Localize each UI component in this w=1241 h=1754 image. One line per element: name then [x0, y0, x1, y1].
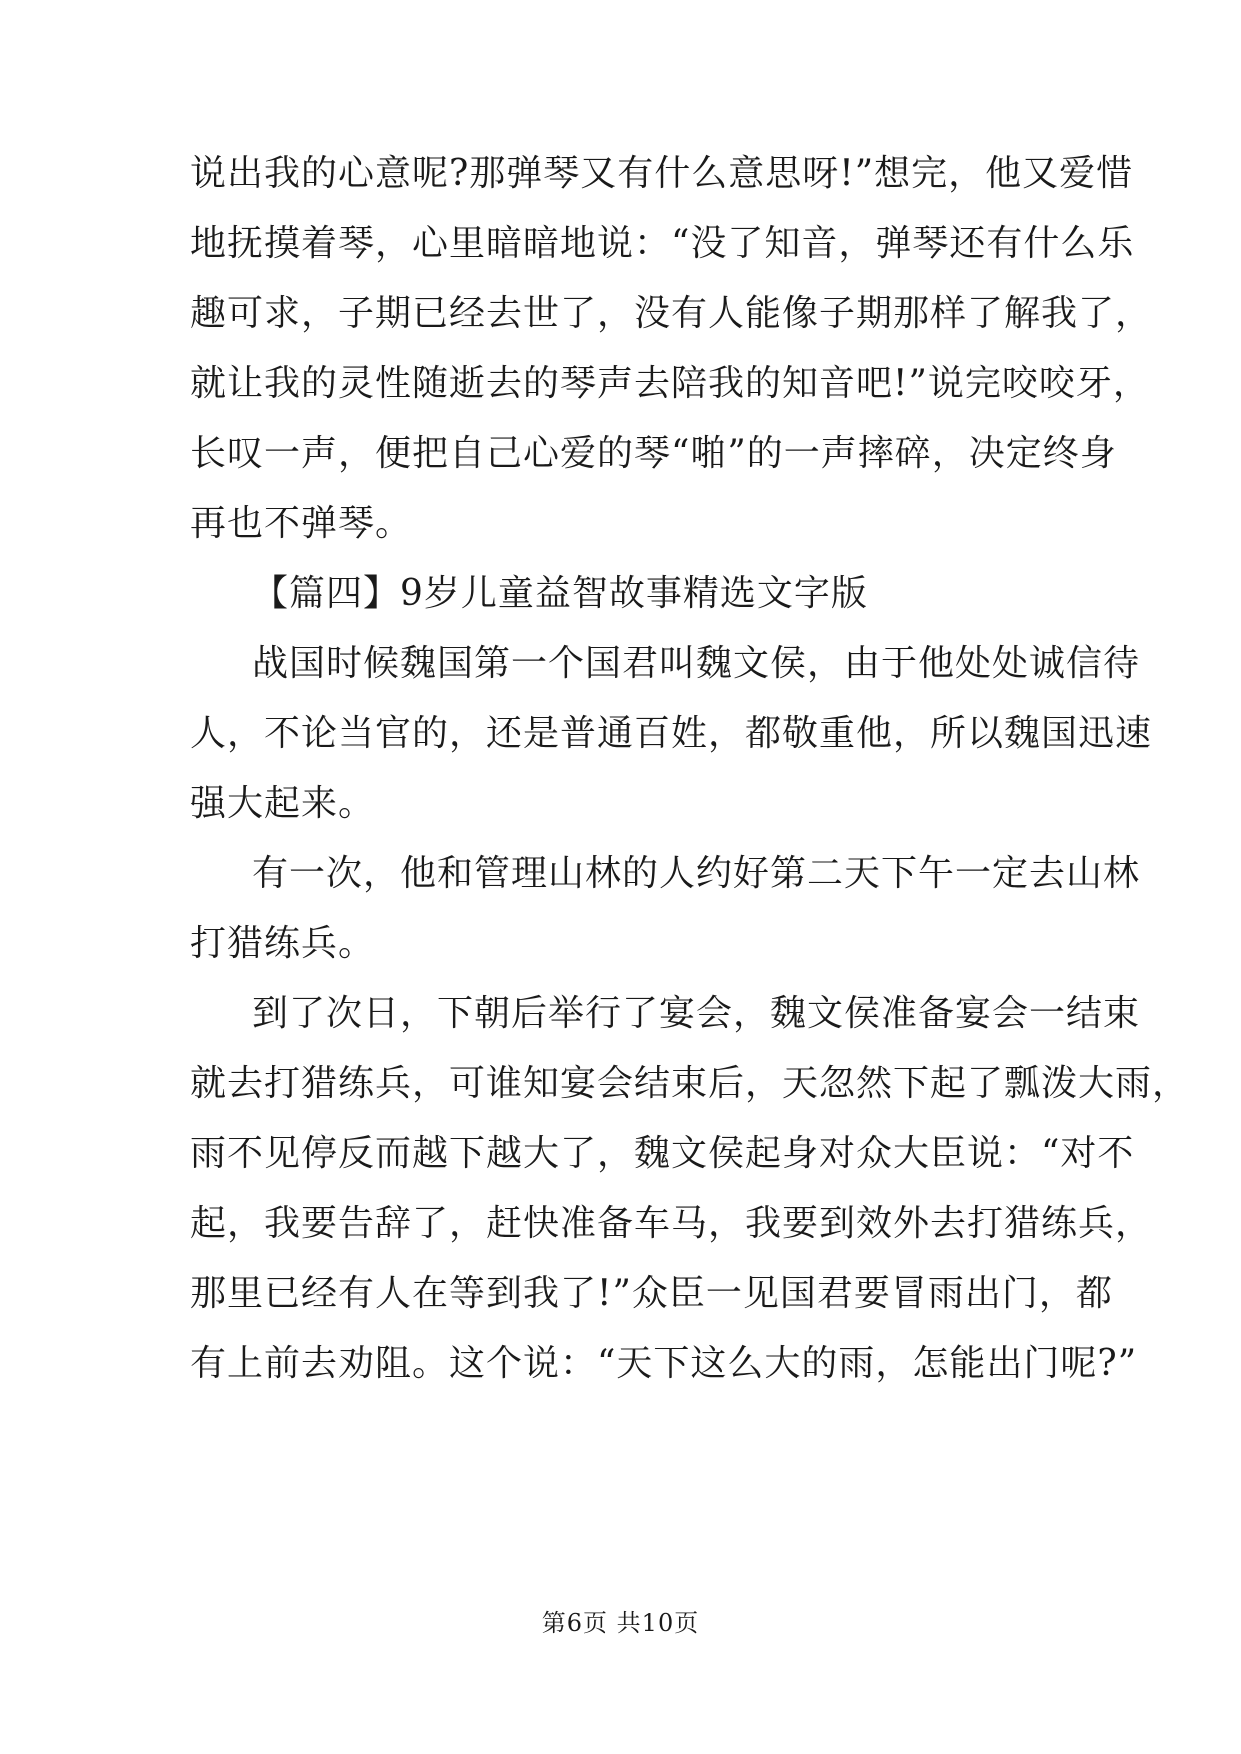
text-line: 地抚摸着琴，心里暗暗地说：“没了知音，弹琴还有什么乐	[190, 223, 1135, 264]
text-line: 战国时候魏国第一个国君叫魏文侯，由于他处处诚信待	[252, 643, 1141, 684]
text-line: 打猎练兵。	[190, 923, 376, 964]
text-line: 再也不弹琴。	[190, 503, 413, 544]
text-line: 趣可求，子期已经去世了，没有人能像子期那样了解我了，	[190, 293, 1153, 334]
text-line: 长叹一声，便把自己心爱的琴“啪”的一声摔碎，决定终身	[190, 433, 1117, 474]
text-line: 到了次日，下朝后举行了宴会，魏文侯准备宴会一结束	[252, 993, 1141, 1034]
text-line: 就去打猎练兵，可谁知宴会结束后，天忽然下起了瓢泼大雨，	[190, 1063, 1190, 1104]
section-heading: 【篇四】9岁儿童益智故事精选文字版	[252, 573, 868, 614]
text-line: 就让我的灵性随逝去的琴声去陪我的知音吧!”说完咬咬牙，	[190, 363, 1150, 404]
page-number: 第6页 共10页	[541, 1609, 700, 1637]
text-line: 那里已经有人在等到我了!”众臣一见国君要冒雨出门，都	[190, 1273, 1113, 1314]
text-line: 人，不论当官的，还是普通百姓，都敬重他，所以魏国迅速	[190, 713, 1153, 754]
text-line: 起，我要告辞了，赶快准备车马，我要到效外去打猎练兵，	[190, 1203, 1153, 1244]
text-line: 强大起来。	[190, 783, 376, 824]
text-line: 说出我的心意呢?那弹琴又有什么意思呀!”想完，他又爱惜	[190, 153, 1134, 194]
text-line: 有上前去劝阻。这个说：“天下这么大的雨，怎能出门呢?”	[190, 1343, 1138, 1384]
text-line: 雨不见停反而越下越大了，魏文侯起身对众大臣说：“对不	[190, 1133, 1135, 1174]
text-line: 有一次，他和管理山林的人约好第二天下午一定去山林	[252, 853, 1141, 894]
